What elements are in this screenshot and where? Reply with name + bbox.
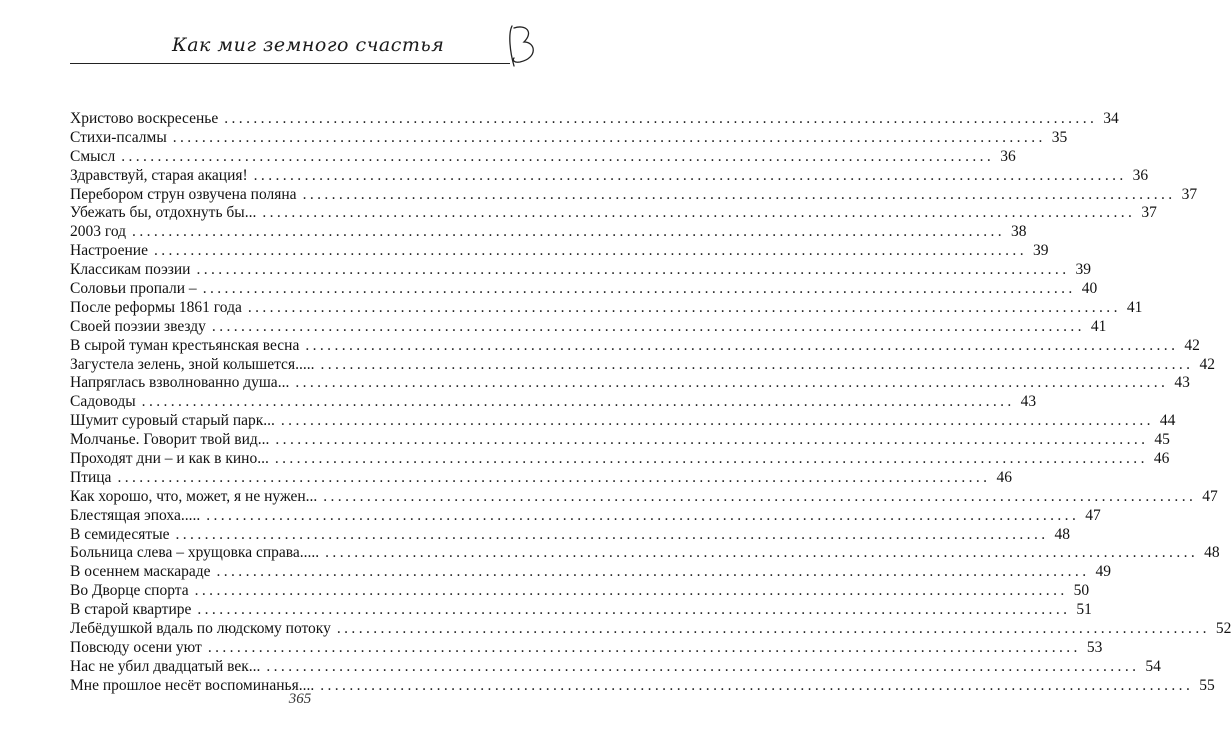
toc-entry — [70, 204, 1157, 223]
toc-entry-page: 55 — [1199, 676, 1215, 694]
toc-entry-page: 51 — [1076, 601, 1092, 619]
toc-entry — [70, 601, 1092, 620]
dot-leader: ........................................................................................................................ — [132, 223, 1006, 241]
dot-leader: ........................................................................................................................ — [305, 336, 1179, 354]
toc-entry-title: Своей поэзии звезду — [70, 317, 206, 335]
toc-entry — [70, 563, 1111, 582]
dot-leader: ........................................................................................................................ — [207, 638, 1081, 656]
toc-entry-page: 36 — [1132, 166, 1149, 184]
dot-leader: ........................................................................................................................ — [194, 582, 1068, 600]
dot-leader: ........................................................................................................................ — [320, 676, 1194, 694]
toc-entry-page: 48 — [1204, 544, 1220, 562]
dot-leader: ........................................................................................................................ — [253, 166, 1127, 184]
toc-entry — [70, 128, 1068, 148]
header-title: Как миг земного счастья — [172, 34, 445, 56]
toc-entry-page: 43 — [1020, 393, 1037, 411]
dot-leader: ........................................................................................................................ — [275, 431, 1149, 449]
toc-entry-page: 54 — [1145, 657, 1161, 675]
toc-entry-page: 40 — [1081, 280, 1098, 298]
toc-entry — [70, 242, 1049, 261]
table-of-contents — [70, 110, 1231, 696]
toc-entry-title: Загустела зелень, зной колышется..... — [70, 355, 315, 373]
dot-leader: ........................................................................................................................ — [121, 147, 995, 165]
dot-leader: ........................................................................................................................ — [211, 317, 1085, 335]
dot-leader: ........................................................................................................................ — [224, 110, 1098, 127]
toc-entry-page: 37 — [1181, 185, 1198, 203]
toc-entry — [70, 468, 1012, 488]
toc-entry-page: 41 — [1090, 317, 1107, 335]
toc-entry — [70, 147, 1016, 167]
toc-entry-title: В старой квартире — [70, 601, 192, 619]
dot-leader: ........................................................................................................................ — [336, 620, 1210, 638]
dot-leader: ........................................................................................................................ — [153, 242, 1027, 260]
toc-entry-page: 45 — [1154, 431, 1170, 449]
dot-leader: ........................................................................................................................ — [172, 128, 1046, 146]
dot-leader: ........................................................................................................................ — [320, 355, 1194, 373]
decorative-flourish-icon — [504, 22, 544, 70]
toc-entry-title: Перебором струн озвучена поляна — [70, 185, 297, 203]
toc-entry-title: Как хорошо, что, может, я не нужен... — [70, 487, 318, 505]
toc-entry — [70, 298, 1143, 318]
dot-leader: ........................................................................................................................ — [247, 298, 1121, 316]
toc-entry — [70, 393, 1037, 412]
toc-entry-page: 41 — [1126, 298, 1143, 316]
dot-leader: ........................................................................................................................ — [206, 506, 1080, 524]
dot-leader: ........................................................................................................................ — [262, 204, 1136, 222]
toc-entry-page: 38 — [1011, 223, 1027, 241]
toc-entry — [70, 166, 1149, 186]
dot-leader: ........................................................................................................................ — [141, 393, 1015, 411]
toc-entry-page: 47 — [1085, 506, 1101, 524]
toc-entry-title: Смысл — [70, 147, 116, 165]
toc-entry-title: Убежать бы, отдохнуть бы... — [70, 204, 257, 222]
toc-entry — [70, 336, 1200, 356]
toc-entry — [70, 280, 1098, 299]
toc-entry-page: 46 — [1153, 450, 1170, 468]
toc-entry-page: 39 — [1075, 261, 1091, 279]
toc-entry — [70, 261, 1091, 280]
toc-entry-title: Проходят дни – и как в кино... — [70, 450, 269, 468]
toc-entry-page: 47 — [1202, 487, 1218, 505]
dot-leader: ........................................................................................................................ — [325, 544, 1199, 562]
toc-entry-title: 2003 год — [70, 223, 127, 241]
toc-entry-page: 37 — [1141, 204, 1157, 222]
header-rule — [70, 63, 510, 64]
toc-entry-page: 43 — [1174, 374, 1190, 392]
toc-entry-page: 46 — [996, 468, 1012, 486]
dot-leader: ........................................................................................................................ — [197, 601, 1071, 619]
toc-entry-title: Больница слева – хрущовка справа..... — [70, 544, 320, 562]
toc-entry-title: Птица — [70, 468, 112, 486]
toc-entry — [70, 431, 1170, 450]
toc-entry — [70, 355, 1215, 375]
dot-leader: ........................................................................................................................ — [117, 468, 991, 486]
dot-leader: ........................................................................................................................ — [202, 280, 1076, 298]
toc-entry-page: 49 — [1095, 563, 1111, 581]
toc-entry-title: Нас не убил двадцатый век... — [70, 657, 261, 675]
toc-entry-page: 52 — [1215, 620, 1231, 638]
toc-entry-page: 39 — [1032, 242, 1049, 260]
toc-entry-title: Повсюду осени уют — [70, 638, 202, 656]
dot-leader: ........................................................................................................................ — [196, 261, 1070, 279]
toc-entry-page: 42 — [1199, 355, 1215, 373]
toc-entry — [70, 412, 1176, 431]
toc-entry-page: 48 — [1054, 525, 1070, 543]
toc-entry-title: Классикам поэзии — [70, 261, 191, 279]
toc-entry-page: 44 — [1159, 412, 1176, 430]
toc-entry-page: 35 — [1051, 128, 1068, 146]
toc-entry — [70, 525, 1070, 545]
toc-entry — [70, 582, 1090, 601]
toc-entry-page: 34 — [1103, 110, 1119, 127]
toc-entry-title: После реформы 1861 года — [70, 298, 242, 316]
running-header — [62, 22, 542, 72]
toc-entry — [70, 317, 1107, 337]
toc-entry-title: Молчанье. Говорит твой вид... — [70, 431, 270, 449]
toc-entry — [70, 374, 1190, 393]
toc-entry-title: Во Дворце спорта — [70, 582, 189, 600]
toc-entry-title: Христово воскресенье — [70, 110, 219, 127]
toc-entry — [70, 506, 1101, 526]
dot-leader: ........................................................................................................................ — [216, 563, 1090, 581]
toc-entry — [70, 657, 1161, 677]
toc-entry-page: 50 — [1073, 582, 1090, 600]
toc-entry-title: Здравствуй, старая акация! — [70, 166, 248, 184]
toc-entry-title: Стихи-псалмы — [70, 128, 167, 146]
page-number: 365 — [288, 691, 312, 707]
toc-entry — [70, 185, 1198, 205]
toc-entry-title: В сырой туман крестьянская весна — [70, 336, 300, 354]
dot-leader: ........................................................................................................................ — [175, 525, 1049, 543]
toc-entry-title: Соловьи пропали – — [70, 280, 197, 298]
toc-entry-title: Садоводы — [70, 393, 136, 411]
toc-entry — [70, 487, 1218, 507]
toc-entry-page: 42 — [1184, 336, 1200, 354]
toc-entry-title: Шумит суровый старый парк... — [70, 412, 275, 430]
toc-entry-title: В семидесятые — [70, 525, 170, 543]
toc-entry-title: Мне прошлое несёт воспоминанья.... — [70, 676, 315, 694]
toc-entry-title: В осеннем маскараде — [70, 563, 211, 581]
toc-entry — [70, 638, 1103, 658]
toc-entry-title: Напряглась взволнованно душа... — [70, 374, 290, 392]
dot-leader: ........................................................................................................................ — [274, 450, 1148, 468]
toc-entry-page: 53 — [1086, 638, 1103, 656]
toc-entry-title: Лебёдушкой вдаль по людскому потоку — [70, 620, 331, 638]
toc-entry — [70, 110, 1119, 129]
toc-entry-title: Блестящая эпоха..... — [70, 506, 201, 524]
toc-entry — [70, 450, 1170, 469]
toc-entry-page: 36 — [1000, 147, 1016, 165]
dot-leader: ........................................................................................................................ — [302, 185, 1176, 203]
toc-entry — [70, 620, 1231, 639]
dot-leader: ........................................................................................................................ — [323, 487, 1197, 505]
toc-entry — [70, 544, 1220, 563]
dot-leader: ........................................................................................................................ — [295, 374, 1169, 392]
toc-entry — [70, 223, 1027, 242]
dot-leader: ........................................................................................................................ — [280, 412, 1154, 430]
dot-leader: ........................................................................................................................ — [266, 657, 1140, 675]
toc-entry-title: Настроение — [70, 242, 148, 260]
